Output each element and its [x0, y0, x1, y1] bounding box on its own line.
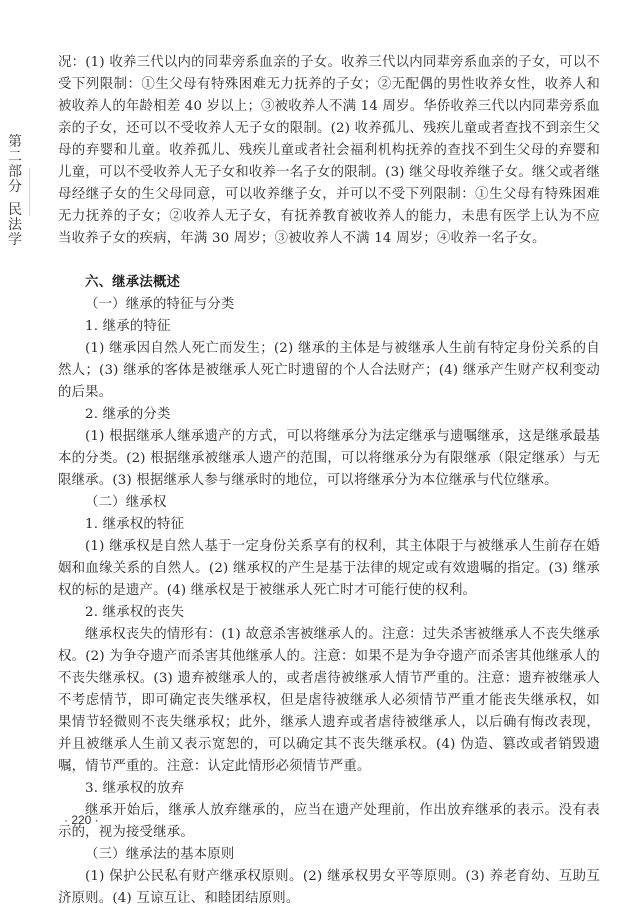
page-number: · 220 · [64, 813, 99, 827]
paragraph-principles: (1) 保护公民私有财产继承权原则。(2) 继承权男女平等原则。(3) 养老育幼、互助互济原则。(4) 互谅互让、和睦团结原则。 [58, 869, 600, 906]
section-heading-inheritance-overview: 六、继承法概述 [85, 275, 181, 290]
item-heading-classification: 2. 继承的分类 [85, 407, 171, 422]
item-heading-right-features: 1. 继承权的特征 [85, 517, 185, 532]
page-content [58, 52, 600, 910]
paragraph-right-features: (1) 继承权是自然人基于一定身份关系享有的权利，其主体限于与被继承人生前存在婚姻和血缘关系的自然人。(2) 继承权的产生是基于法律的规定或有效遗嘱的指定。(3) 继承权的标的是遗产。(4) 继承权是于被继承人死亡时才可能行使的权利。 [58, 539, 600, 598]
paragraph-classification: (1) 根据继承人继承遗产的方式，可以将继承分为法定继承与遗嘱继承，这是继承最基本的分类。(2) 根据继承被继承人遗产的范围，可以将继承分为有限继承（限定继承）与无限继承。(3) 根据继承人参与继承时的地位，可以将继承分为本位继承与代位继承。 [58, 429, 600, 488]
item-heading-features: 1. 继承的特征 [85, 319, 171, 334]
side-label-subject: 民法学 [8, 202, 22, 248]
subsection-heading-principles: （三）继承法的基本原则 [85, 847, 235, 862]
subsection-heading-inheritance-right: （二）继承权 [85, 495, 167, 510]
side-section-label [7, 135, 23, 248]
paragraph-right-waiver: 继承开始后，继承人放弃继承的，应当在遗产处理前，作出放弃继承的表示。没有表示的，视为接受继承。 [58, 803, 600, 840]
side-divider [29, 168, 30, 216]
paragraph-adoption-continued: 况：(1) 收养三代以内的同辈旁系血亲的子女。收养三代以内同辈旁系血亲的子女，可以不受下列限制：①生父母有特殊困难无力抚养的子女；②无配偶的男性收养女性，收养人和被收养人的年龄相差 40 岁以上；③被收养人不满 14 周岁。华侨收养三代以内同辈旁系血亲的子女，还可以不受收养人无子女的限制。(2) 收养孤儿、残疾儿童或者查找不到亲生父母的弃婴和儿童。收养孤儿、残疾儿童或者社会福利机构抚养的查找不到生父母的弃婴和儿童，可以不受收养人无子女和收养一名子女的限制。(3) 继父母收养继子女。继父或者继母经继子女的生父母同意，可以收养继子女，并可以不受下列限制：①生父母有特殊困难无力抚养的子女；②收养人无子女，有抚养教育被收养人的能力，未患有医学上认为不应当收养子女的疾病，年满 30 周岁；③被收养人不满 14 周岁；④收养一名子女。 [58, 55, 600, 246]
paragraph-right-loss: 继承权丧失的情形有：(1) 故意杀害被继承人的。注意：过失杀害被继承人不丧失继承权。(2) 为争夺遗产而杀害其他继承人的。注意：如果不是为争夺遗产而杀害其他继承人的不丧失继承权。(3) 遗弃被继承人的，或者虐待被继承人情节严重的。注意：遗弃被继承人不考虑情节，即可确定丧失继承权，但是虐待被继承人必须情节严重才能丧失继承权，如果情节轻微则不丧失继承权；此外，继承人遗弃或者虐待被继承人，以后确有悔改表现，并且被继承人生前又表示宽恕的，可以确定其不丧失继承权。(4) 伪造、篡改或者销毁遗嘱，情节严重的。注意：认定此情形必须情节严重。 [58, 627, 600, 774]
paragraph-features: (1) 继承因自然人死亡而发生；(2) 继承的主体是与被继承人生前有特定身份关系的自然人；(3) 继承的客体是被继承人死亡时遗留的个人合法财产；(4) 继承产生财产权利变动的后果。 [58, 341, 600, 400]
item-heading-right-loss: 2. 继承权的丧失 [85, 605, 185, 620]
subsection-heading-features-classification: （一）继承的特征与分类 [85, 297, 235, 312]
side-label-part: 第二部分 [8, 134, 22, 195]
item-heading-right-waiver: 3. 继承权的放弃 [85, 781, 185, 796]
